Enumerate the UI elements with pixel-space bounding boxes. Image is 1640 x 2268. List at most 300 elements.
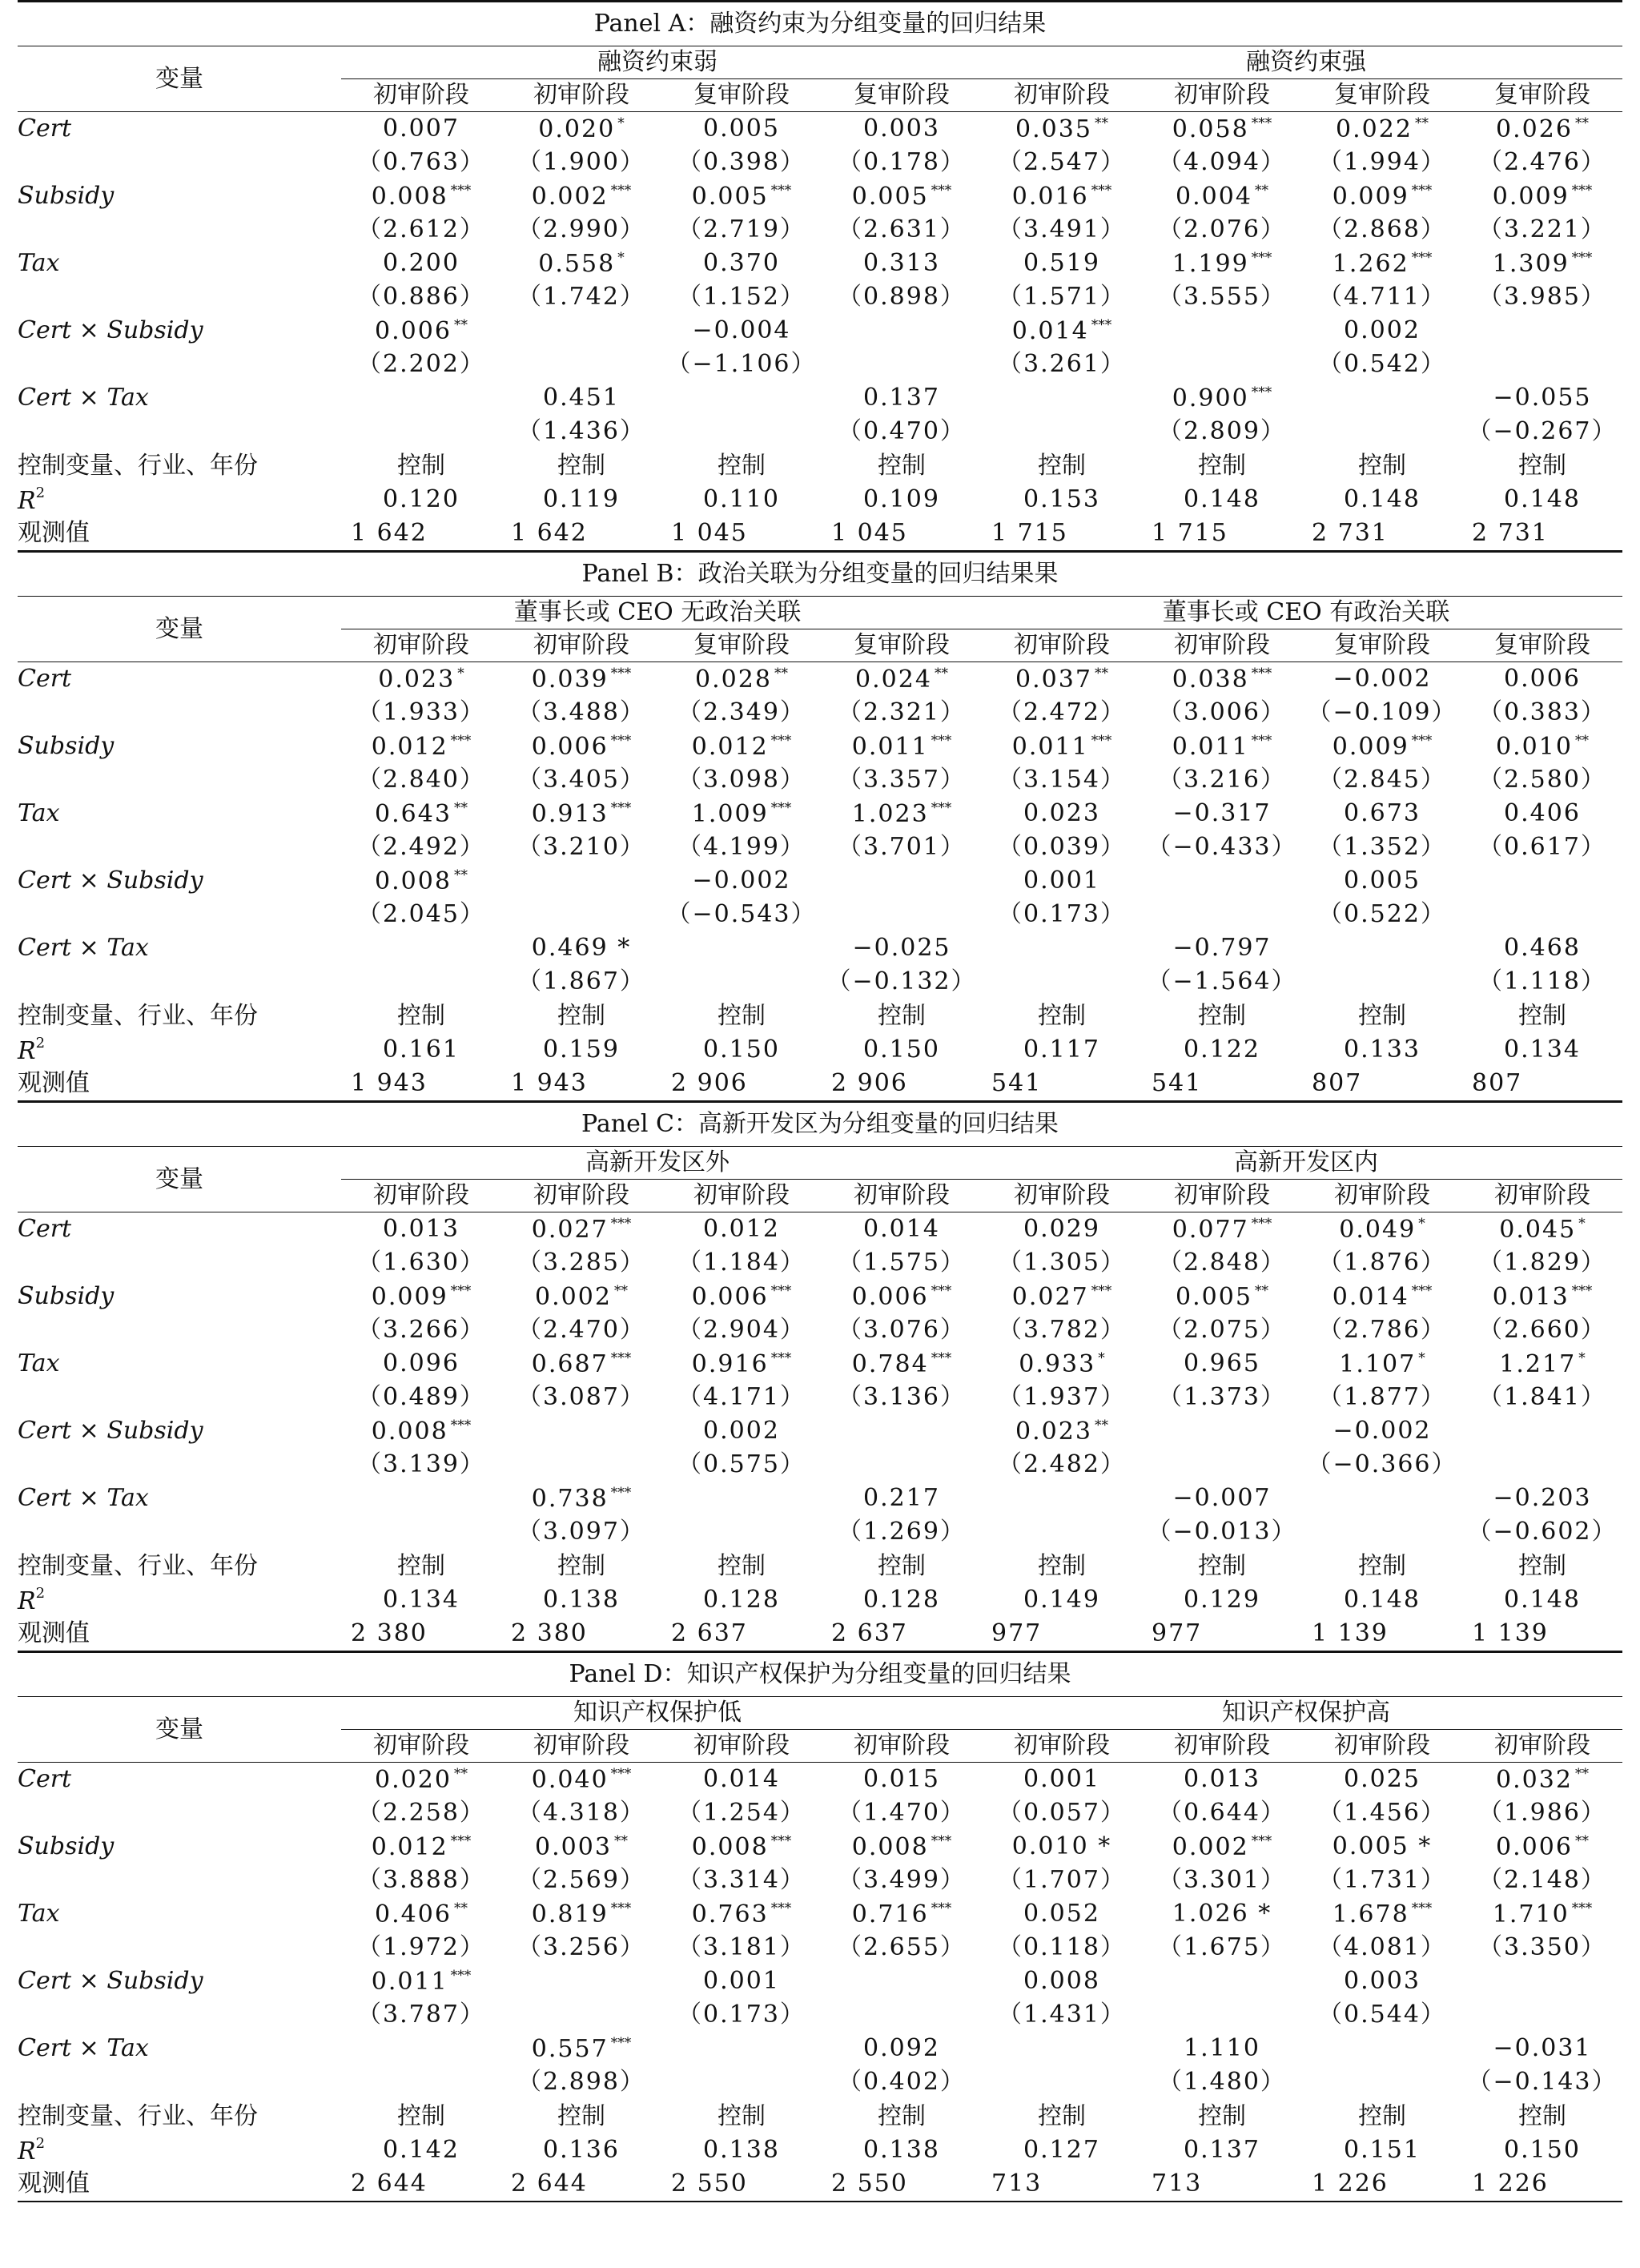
- significance-stars: ***: [931, 732, 952, 749]
- coefficient-cell: [661, 931, 822, 965]
- coefficient-cell: [341, 381, 501, 415]
- coefficient-cell: [1302, 730, 1462, 763]
- significance-stars: ***: [450, 732, 472, 749]
- r-squared-cell: 0.148: [1344, 1586, 1421, 1614]
- significance-stars: ***: [450, 1417, 472, 1434]
- tstat-row-tax: [18, 1931, 1622, 1964]
- significance-stars: ***: [1571, 182, 1593, 199]
- regression-table-body: [18, 2, 1622, 2202]
- tstat-cell: （2.076）: [1158, 215, 1286, 243]
- stage-header: 复审阶段: [661, 629, 822, 662]
- coefficient-value: 0.014: [863, 1215, 940, 1243]
- observations-cell: 2 380: [341, 1617, 501, 1652]
- coefficient-cell: [982, 247, 1142, 280]
- tstat-cell: （1.742）: [517, 283, 645, 311]
- coefficient-cell: [1142, 1897, 1302, 1931]
- coef-row-tax: [18, 1347, 1622, 1381]
- group-header: 融资约束弱: [341, 46, 982, 79]
- observations-cell: 1 045: [661, 517, 822, 552]
- tstat-cell: （3.782）: [998, 1316, 1126, 1344]
- controls-cell: 控制: [878, 2101, 926, 2130]
- coefficient-value: 0.900: [1172, 384, 1249, 412]
- controls-cell: 控制: [1198, 451, 1246, 480]
- coefficient-cell: [1302, 931, 1462, 965]
- coefficient-value: 0.519: [1023, 249, 1100, 277]
- coefficient-cell: [1462, 314, 1622, 348]
- significance-stars: **: [453, 316, 468, 333]
- significance-stars: ***: [1411, 182, 1433, 199]
- significance-stars: ***: [770, 1282, 792, 1299]
- stage-header: 初审阶段: [1462, 1730, 1622, 1763]
- coefficient-value: 0.011: [851, 732, 929, 761]
- stage-header: 初审阶段: [982, 1180, 1142, 1212]
- tstat-cell: （0.118）: [998, 1933, 1126, 1961]
- coefficient-cell: [1302, 1212, 1462, 1247]
- tstat-cell: （2.719）: [677, 215, 806, 243]
- coef-row-cert: [18, 1212, 1622, 1247]
- variable-label: Cert: [18, 115, 72, 143]
- coefficient-value: −0.002: [1332, 665, 1432, 693]
- variable-label: Subsidy: [18, 732, 115, 760]
- significance-stars: **: [453, 799, 468, 816]
- tstat-cell: [1462, 1998, 1622, 2032]
- coefficient-value: 0.011: [371, 1967, 448, 1996]
- coefficient-cell: [982, 1763, 1142, 1797]
- controls-cell: 控制: [557, 1001, 605, 1030]
- r-squared-cell: 0.150: [703, 1035, 780, 1064]
- variable-label: Cert: [18, 1215, 72, 1243]
- coefficient-cell: [822, 1964, 982, 1998]
- tstat-cell: [1462, 898, 1622, 931]
- significance-stars: ***: [1251, 665, 1272, 682]
- coefficient-value: 0.406: [1504, 799, 1581, 827]
- coefficient-cell: [822, 864, 982, 898]
- controls-label: 控制变量、行业、年份: [18, 2101, 258, 2130]
- coefficient-cell: [661, 1347, 822, 1381]
- tstat-cell: （1.373）: [1158, 1383, 1286, 1411]
- significance-stars: *: [1418, 1215, 1425, 1232]
- coef-row-tax: [18, 797, 1622, 830]
- coefficient-value: 0.002: [531, 182, 609, 211]
- controls-cell: 控制: [557, 2101, 605, 2130]
- controls-cell: 控制: [878, 1551, 926, 1580]
- coefficient-value: 0.006: [375, 316, 452, 345]
- coefficient-cell: [1462, 179, 1622, 213]
- coefficient-value: 0.014: [1332, 1282, 1409, 1311]
- coefficient-value: 0.020: [538, 115, 616, 143]
- coefficient-cell: [501, 1482, 661, 1515]
- tstat-cell: （3.154）: [998, 766, 1126, 794]
- coefficient-cell: [1462, 1763, 1622, 1797]
- significance-stars: **: [613, 1282, 628, 1299]
- coefficient-cell: [1142, 314, 1302, 348]
- observations-cell: 713: [1142, 2167, 1302, 2202]
- r-squared-cell: 0.161: [383, 1035, 460, 1064]
- coefficient-cell: [982, 1414, 1142, 1448]
- tstat-cell: （1.184）: [677, 1249, 806, 1277]
- tstat-cell: （3.888）: [357, 1866, 485, 1894]
- tstat-row-tax: [18, 1381, 1622, 1414]
- tstat-cell: [1302, 2065, 1462, 2099]
- observations-cell: 541: [982, 1067, 1142, 1102]
- coefficient-cell: [661, 662, 822, 697]
- tstat-cell: （3.221）: [1478, 215, 1606, 243]
- significance-stars: ***: [1251, 1832, 1272, 1849]
- r-squared-cell: 0.148: [1184, 485, 1260, 513]
- r-squared-cell: 0.134: [383, 1586, 460, 1614]
- coefficient-value: 0.557: [531, 2034, 609, 2063]
- coefficient-cell: [1302, 179, 1462, 213]
- significance-stars: **: [1574, 1832, 1589, 1849]
- controls-cell: 控制: [1358, 1551, 1406, 1580]
- panel-b-title: Panel B：政治关联为分组变量的回归结果果: [581, 560, 1059, 588]
- coefficient-cell: [1142, 931, 1302, 965]
- coefficient-cell: [1302, 1280, 1462, 1313]
- observations-cell: 2 550: [661, 2167, 822, 2202]
- tstat-cell: （2.868）: [1318, 215, 1446, 243]
- panel-b-title-row: [18, 552, 1622, 597]
- r-squared-cell: 0.150: [863, 1035, 940, 1064]
- tstat-cell: （1.877）: [1318, 1383, 1446, 1411]
- coefficient-value: 0.008: [851, 1832, 929, 1861]
- coefficient-value: 0.002: [535, 1282, 612, 1311]
- significance-stars: ***: [931, 799, 952, 816]
- coef-row-subsidy: [18, 1830, 1622, 1864]
- variable-label: Cert × Tax: [18, 1484, 149, 1512]
- significance-stars: ***: [610, 2034, 632, 2051]
- coefficient-cell: [501, 381, 661, 415]
- coefficient-value: 0.002: [1172, 1832, 1249, 1861]
- r-squared-cell: 0.153: [1023, 485, 1100, 513]
- tstat-cell: （3.350）: [1478, 1933, 1606, 1961]
- coefficient-value: 0.058: [1172, 115, 1249, 143]
- tstat-cell: （−0.013）: [1147, 1518, 1297, 1546]
- coef-row-tax: [18, 1897, 1622, 1931]
- observations-cell: 2 731: [1462, 517, 1622, 552]
- significance-stars: ***: [931, 1349, 952, 1366]
- coefficient-cell: [1462, 247, 1622, 280]
- tstat-cell: （3.285）: [517, 1249, 645, 1277]
- tstat-cell: [501, 348, 661, 381]
- variable-label: Cert × Tax: [18, 384, 149, 412]
- coefficient-cell: [822, 2032, 982, 2065]
- significance-stars: ***: [1571, 1900, 1593, 1916]
- observations-cell: 1 226: [1302, 2167, 1462, 2202]
- tstat-cell: （3.499）: [838, 1866, 966, 1894]
- coefficient-value: 0.005: [703, 115, 780, 143]
- variable-label: Tax: [18, 1900, 60, 1928]
- significance-stars: ***: [931, 182, 952, 199]
- group-header: 融资约束强: [982, 46, 1622, 79]
- coefficient-value: 0.643: [375, 799, 452, 828]
- significance-stars: ***: [610, 665, 632, 682]
- controls-cell: 控制: [1358, 1001, 1406, 1030]
- variable-label: Cert × Tax: [18, 2034, 149, 2062]
- variable-label: Tax: [18, 799, 60, 827]
- coefficient-cell: [1462, 1280, 1622, 1313]
- significance-stars: **: [1094, 115, 1108, 131]
- coef-row-cert-x-subsidy: [18, 1414, 1622, 1448]
- tstat-cell: （2.809）: [1158, 417, 1286, 445]
- significance-stars: ***: [1251, 1215, 1272, 1232]
- coefficient-value: 0.673: [1344, 799, 1421, 827]
- observations-cell: 1 715: [1142, 517, 1302, 552]
- coefficient-value: 0.027: [1011, 1282, 1089, 1311]
- significance-stars: **: [1094, 665, 1108, 682]
- tstat-cell: （1.456）: [1318, 1799, 1446, 1827]
- coefficient-value: 0.007: [383, 115, 460, 143]
- stage-header: 初审阶段: [501, 629, 661, 662]
- coefficient-cell: [661, 797, 822, 830]
- coefficient-cell: [1302, 247, 1462, 280]
- stage-header: 复审阶段: [1462, 79, 1622, 112]
- observations-cell: 1 139: [1462, 1617, 1622, 1652]
- r-squared-cell: 0.133: [1344, 1035, 1421, 1064]
- observations-row: [18, 1617, 1622, 1652]
- coefficient-cell: [1302, 2032, 1462, 2065]
- tstat-cell: （4.081）: [1318, 1933, 1446, 1961]
- tstat-cell: [1142, 348, 1302, 381]
- observations-cell: 2 644: [341, 2167, 501, 2202]
- tstat-cell: （0.470）: [838, 417, 966, 445]
- variable-label: Tax: [18, 249, 60, 277]
- coefficient-cell: [1142, 864, 1302, 898]
- panel-a-group-header: [18, 46, 1622, 79]
- significance-stars: ***: [931, 1900, 952, 1916]
- coefficient-cell: [341, 730, 501, 763]
- coefficient-value: 0.039: [531, 665, 609, 694]
- coef-row-subsidy: [18, 730, 1622, 763]
- tstat-cell: [1142, 898, 1302, 931]
- group-header: 知识产权保护低: [341, 1697, 982, 1730]
- coefficient-value: 0.008: [371, 1417, 448, 1446]
- coef-row-cert-x-subsidy: [18, 864, 1622, 898]
- coefficient-cell: [982, 2032, 1142, 2065]
- significance-stars: ***: [1411, 732, 1433, 749]
- coefficient-cell: [501, 1280, 661, 1313]
- coefficient-value: 0.009: [1332, 732, 1409, 761]
- coefficient-value: 0.014: [1011, 316, 1089, 345]
- tstat-cell: [1302, 415, 1462, 448]
- tstat-cell: （2.898）: [517, 2068, 645, 2096]
- coefficient-cell: [1142, 381, 1302, 415]
- coefficient-cell: [982, 179, 1142, 213]
- tstat-row-cert-x-tax: [18, 415, 1622, 448]
- tstat-row-cert-x-tax: [18, 2065, 1622, 2099]
- coefficient-value: 0.020: [375, 1765, 452, 1794]
- tstat-cell: （3.985）: [1478, 283, 1606, 311]
- tstat-cell: [1142, 1448, 1302, 1482]
- coefficient-cell: [822, 112, 982, 147]
- r-squared-cell: 0.109: [863, 485, 940, 513]
- coefficient-value: −0.004: [692, 316, 791, 344]
- tstat-cell: （0.544）: [1318, 2001, 1446, 2029]
- tstat-cell: （3.488）: [517, 698, 645, 726]
- controls-cell: 控制: [1358, 451, 1406, 480]
- stage-header: 初审阶段: [661, 1180, 822, 1212]
- group-header: 高新开发区内: [982, 1147, 1622, 1180]
- coefficient-value: 1.026 *: [1172, 1900, 1272, 1928]
- stage-header: 初审阶段: [822, 1180, 982, 1212]
- tstat-cell: （4.199）: [677, 833, 806, 861]
- tstat-cell: （−0.602）: [1467, 1518, 1618, 1546]
- coefficient-cell: [501, 864, 661, 898]
- significance-stars: ***: [931, 1282, 952, 1299]
- coefficient-cell: [661, 1897, 822, 1931]
- coefficient-cell: [501, 1414, 661, 1448]
- coefficient-value: 0.001: [1023, 1765, 1100, 1793]
- coefficient-cell: [661, 864, 822, 898]
- significance-stars: **: [1574, 115, 1589, 131]
- coefficient-value: 0.009: [1492, 182, 1570, 211]
- observations-cell: 807: [1302, 1067, 1462, 1102]
- observations-cell: 1 642: [341, 517, 501, 552]
- tstat-cell: （2.476）: [1478, 148, 1606, 176]
- stage-header: 复审阶段: [822, 629, 982, 662]
- significance-stars: ***: [610, 1900, 632, 1916]
- controls-cell: 控制: [878, 1001, 926, 1030]
- coefficient-cell: [822, 314, 982, 348]
- coefficient-cell: [822, 931, 982, 965]
- coefficient-value: −0.031: [1493, 2034, 1592, 2062]
- coefficient-value: 0.008: [691, 1832, 769, 1861]
- stage-header: 初审阶段: [1302, 1180, 1462, 1212]
- coefficient-cell: [661, 381, 822, 415]
- tstat-cell: （1.254）: [677, 1799, 806, 1827]
- coefficient-value: 0.001: [703, 1967, 780, 1995]
- tstat-cell: （0.763）: [357, 148, 485, 176]
- coefficient-cell: [1462, 662, 1622, 697]
- tstat-cell: （2.202）: [357, 350, 485, 378]
- panel-c-group-header: [18, 1147, 1622, 1180]
- tstat-cell: （0.173）: [998, 900, 1126, 928]
- coefficient-value: 0.012: [703, 1215, 780, 1243]
- tstat-row-cert: [18, 696, 1622, 730]
- coefficient-cell: [501, 931, 661, 965]
- controls-cell: 控制: [1038, 2101, 1086, 2130]
- coefficient-cell: [501, 112, 661, 147]
- panel-d-group-header: [18, 1697, 1622, 1730]
- coefficient-cell: [1142, 179, 1302, 213]
- coefficient-cell: [1462, 1347, 1622, 1381]
- coefficient-value: 0.023: [1023, 799, 1100, 827]
- coefficient-cell: [1142, 112, 1302, 147]
- stage-header: 初审阶段: [341, 1180, 501, 1212]
- tstat-cell: （1.994）: [1318, 148, 1446, 176]
- tstat-cell: （3.139）: [357, 1450, 485, 1478]
- coef-row-subsidy: [18, 1280, 1622, 1313]
- coef-row-cert-x-tax: [18, 381, 1622, 415]
- tstat-cell: [501, 1448, 661, 1482]
- tstat-cell: （0.898）: [838, 283, 966, 311]
- coefficient-cell: [822, 662, 982, 697]
- coefficient-cell: [1302, 314, 1462, 348]
- tstat-cell: [1462, 1448, 1622, 1482]
- coefficient-value: 0.077: [1172, 1215, 1249, 1244]
- significance-stars: ***: [610, 1215, 632, 1232]
- coefficient-value: 0.012: [691, 732, 769, 761]
- tstat-cell: （−0.143）: [1467, 2068, 1618, 2096]
- controls-cell: 控制: [557, 1551, 605, 1580]
- significance-stars: ***: [610, 732, 632, 749]
- r-squared-cell: 0.127: [1023, 2136, 1100, 2164]
- tstat-cell: （0.644）: [1158, 1799, 1286, 1827]
- coefficient-value: 0.784: [851, 1349, 929, 1378]
- coefficient-value: 0.015: [863, 1765, 940, 1793]
- coefficient-value: −0.797: [1172, 934, 1272, 962]
- variable-label: Cert × Subsidy: [18, 867, 203, 895]
- tstat-cell: （3.555）: [1158, 283, 1286, 311]
- controls-cell: 控制: [718, 451, 766, 480]
- coefficient-cell: [501, 1830, 661, 1864]
- coefficient-cell: [1142, 1964, 1302, 1998]
- tstat-cell: （1.269）: [838, 1518, 966, 1546]
- coefficient-cell: [1142, 1482, 1302, 1515]
- coefficient-cell: [341, 179, 501, 213]
- tstat-row-subsidy: [18, 1864, 1622, 1897]
- tstat-cell: （0.402）: [838, 2068, 966, 2096]
- tstat-cell: （3.256）: [517, 1933, 645, 1961]
- variable-label: Subsidy: [18, 182, 115, 210]
- significance-stars: ***: [1571, 249, 1593, 266]
- stage-header: 初审阶段: [1302, 1730, 1462, 1763]
- controls-row: [18, 1549, 1622, 1583]
- coefficient-cell: [1462, 381, 1622, 415]
- coefficient-cell: [822, 179, 982, 213]
- coef-row-cert: [18, 662, 1622, 697]
- coefficient-cell: [501, 662, 661, 697]
- tstat-cell: （1.431）: [998, 2001, 1126, 2029]
- controls-cell: 控制: [1518, 2101, 1566, 2130]
- coefficient-cell: [661, 1763, 822, 1797]
- tstat-cell: （3.076）: [838, 1316, 966, 1344]
- tstat-cell: [822, 1998, 982, 2032]
- tstat-cell: [341, 965, 501, 999]
- tstat-row-subsidy: [18, 763, 1622, 797]
- controls-cell: 控制: [1198, 2101, 1246, 2130]
- coefficient-cell: [341, 1482, 501, 1515]
- coefficient-cell: [822, 1482, 982, 1515]
- variable-label: Cert × Tax: [18, 934, 149, 962]
- tstat-cell: （3.266）: [357, 1316, 485, 1344]
- stage-header: 初审阶段: [341, 1730, 501, 1763]
- tstat-cell: （3.181）: [677, 1933, 806, 1961]
- controls-cell: 控制: [878, 451, 926, 480]
- coefficient-value: 0.014: [703, 1765, 780, 1793]
- coefficient-value: −0.055: [1493, 384, 1592, 412]
- coefficient-value: 0.006: [1496, 1832, 1573, 1861]
- coefficient-value: 0.687: [531, 1349, 609, 1378]
- coefficient-value: 0.558: [538, 249, 616, 278]
- panel-a-title-row: [18, 2, 1622, 46]
- significance-stars: ***: [1251, 732, 1272, 749]
- coefficient-cell: [661, 247, 822, 280]
- coefficient-value: 0.913: [531, 799, 609, 828]
- tstat-cell: （−0.543）: [666, 900, 817, 928]
- coefficient-cell: [341, 314, 501, 348]
- coefficient-cell: [1142, 797, 1302, 830]
- tstat-row-cert-x-tax: [18, 965, 1622, 999]
- stage-header: 初审阶段: [501, 1180, 661, 1212]
- coefficient-cell: [341, 931, 501, 965]
- r-squared-cell: 0.148: [1344, 485, 1421, 513]
- coef-row-subsidy: [18, 179, 1622, 213]
- coefficient-cell: [341, 1830, 501, 1864]
- coef-row-cert: [18, 1763, 1622, 1797]
- controls-label: 控制变量、行业、年份: [18, 1001, 258, 1030]
- r-squared-cell: 0.120: [383, 485, 460, 513]
- variable-header: 变量: [18, 597, 341, 662]
